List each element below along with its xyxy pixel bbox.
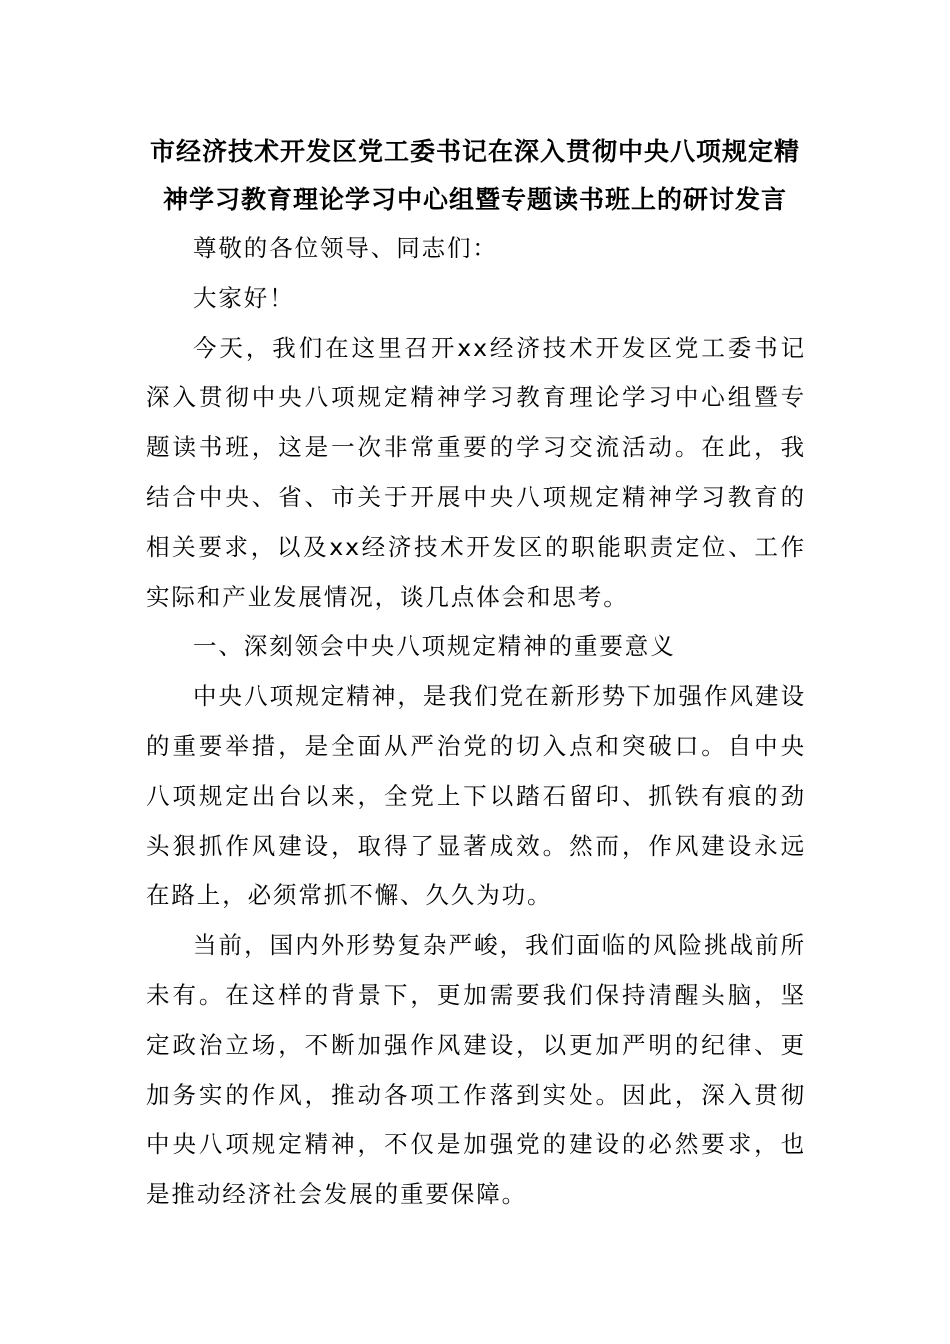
greeting: 大家好！ bbox=[193, 283, 295, 312]
paragraph-intro: 今天，我们在这里召开xx经济技术开发区党工委书记深入贯彻中央八项规定精神学习教育理论学习中心组暨专题读书班，这是一次非常重要的学习交流活动。在此，我结合中央、省、市关于开展中央八项规定精神学习教育的相关要求，以及xx经济技术开发区的职能职责定位、工作实际和产业发展情况，谈几点体会和思考。 bbox=[146, 333, 806, 611]
section-heading-1: 一、深刻领会中央八项规定精神的重要意义 bbox=[193, 632, 676, 661]
paragraph-situation: 当前，国内外形势复杂严峻，我们面临的风险挑战前所未有。在这样的背景下，更加需要我们保持清醒头脑，坚定政治立场，不断加强作风建设，以更加严明的纪律、更加务实的作风，推动各项工作落到实处。因此，深入贯彻中央八项规定精神，不仅是加强党的建设的必然要求，也是推动经济社会发展的重要保障。 bbox=[146, 931, 806, 1209]
salutation: 尊敬的各位领导、同志们： bbox=[193, 234, 498, 262]
title-line-2: 神学习教育理论学习中心组暨专题读书班上的研讨发言 bbox=[162, 185, 787, 214]
title-line-1: 市经济技术开发区党工委书记在深入贯彻中央八项规定精 bbox=[149, 137, 800, 166]
document-title bbox=[120, 128, 830, 224]
document-body bbox=[146, 224, 806, 1220]
paragraph-significance: 中央八项规定精神，是我们党在新形势下加强作风建设的重要举措，是全面从严治党的切入点和突破口。自中央八项规定出台以来，全党上下以踏石留印、抓铁有痕的劲头狠抓作风建设，取得了显著成效。然而，作风建设永远在路上，必须常抓不懈、久久为功。 bbox=[146, 682, 806, 910]
